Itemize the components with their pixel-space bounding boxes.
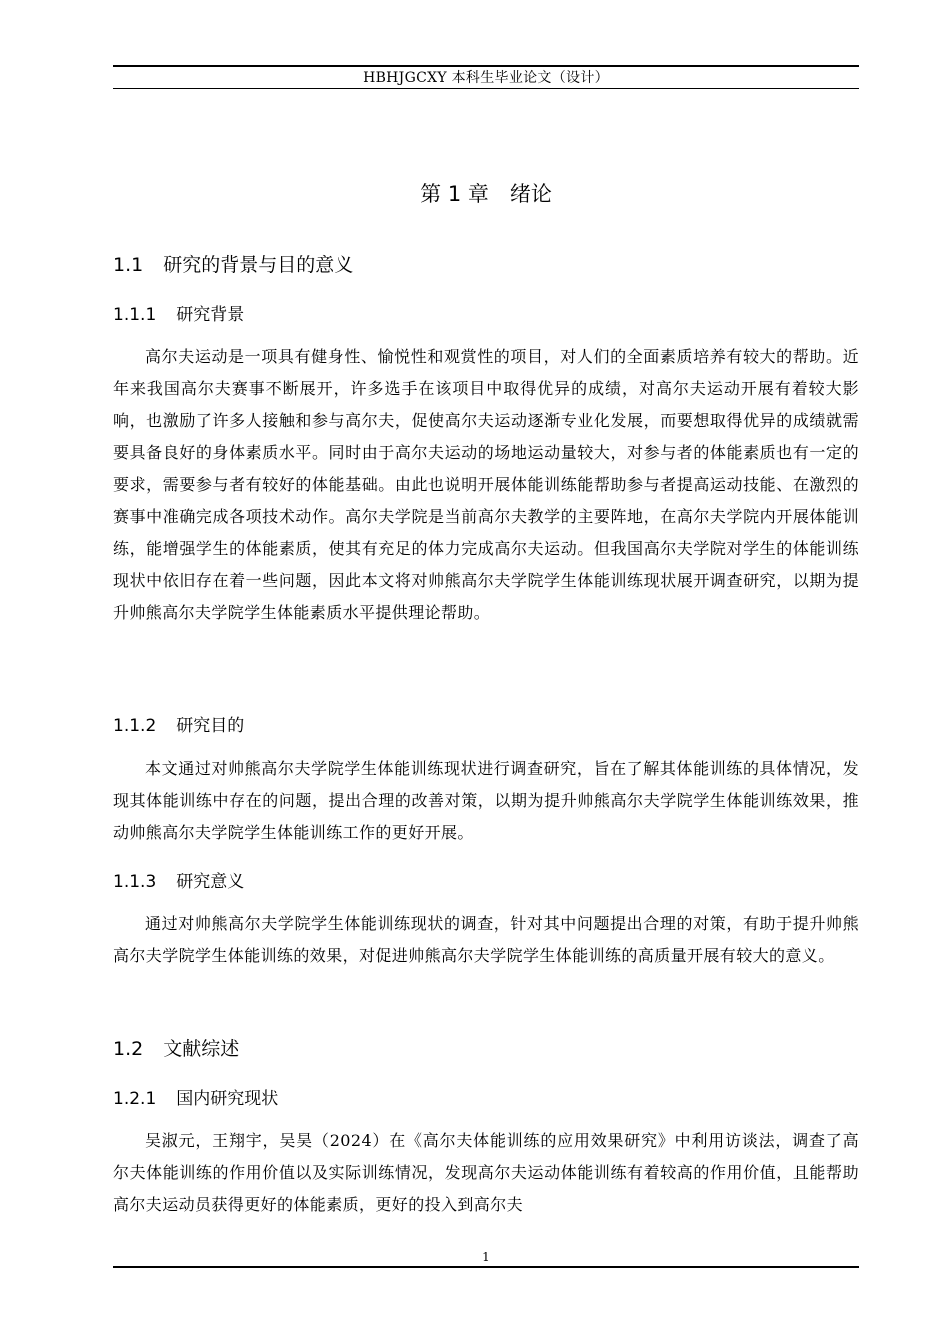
subsection-number: 1.1.1 bbox=[113, 305, 157, 325]
paragraph-background: 高尔夫运动是一项具有健身性、愉悦性和观赏性的项目，对人们的全面素质培养有较大的帮助。近年来我国高尔夫赛事不断展开，许多选手在该项目中取得优异的成绩，对高尔夫运动开展有着较大影响，也激励了许多人接触和参与高尔夫，促使高尔夫运动逐渐专业化发展，而要想取得优异的成绩就需要具备良好的身体素质水平。同时由于高尔夫运动的场地运动量较大，对参与者的体能素质也有一定的要求，需要参与者有较好的体能基础。由此也说明开展体能训练能帮助参与者提高运动技能、在激烈的赛事中准确完成各项技术动作。高尔夫学院是当前高尔夫教学的主要阵地，在高尔夫学院内开展体能训练，能增强学生的体能素质，使其有充足的体力完成高尔夫运动。但我国高尔夫学院对学生的体能训练现状中依旧存在着一些问题，因此本文将对帅熊高尔夫学院学生体能训练现状展开调查研究，以期为提升帅熊高尔夫学院学生体能素质水平提供理论帮助。 bbox=[113, 347, 859, 622]
subsection-heading bbox=[113, 714, 244, 738]
paragraph-significance: 通过对帅熊高尔夫学院学生体能训练现状的调查，针对其中问题提出合理的对策，有助于提升帅熊高尔夫学院学生体能训练的效果，对促进帅熊高尔夫学院学生体能训练的高质量开展有较大的意义。 bbox=[113, 914, 859, 965]
running-header: HBHJGCXY 本科生毕业论文（设计） bbox=[363, 70, 609, 86]
header-rule-top bbox=[113, 65, 859, 67]
section-title: 文献综述 bbox=[163, 1038, 240, 1060]
section-title: 研究的背景与目的意义 bbox=[163, 254, 354, 276]
subsection-heading bbox=[113, 870, 244, 894]
subsection-number: 1.1.3 bbox=[113, 872, 157, 892]
subsection-heading bbox=[113, 1087, 278, 1111]
header-rule-bottom bbox=[113, 88, 859, 89]
subsection-heading bbox=[113, 303, 244, 327]
paragraph-purpose: 本文通过对帅熊高尔夫学院学生体能训练现状进行调查研究，旨在了解其体能训练的具体情况，发现其体能训练中存在的问题，提出合理的改善对策，以期为提升帅熊高尔夫学院学生体能训练效果，推动帅熊高尔夫学院学生体能训练工作的更好开展。 bbox=[113, 759, 859, 842]
section-heading bbox=[113, 252, 353, 278]
subsection-number: 1.1.2 bbox=[113, 716, 157, 736]
section-number: 1.1 bbox=[113, 254, 144, 276]
chapter-title: 第 1 章 绪论 bbox=[420, 182, 552, 206]
subsection-title: 研究目的 bbox=[176, 716, 245, 736]
subsection-title: 国内研究现状 bbox=[176, 1089, 279, 1109]
page-number: 1 bbox=[482, 1250, 490, 1264]
subsection-title: 研究背景 bbox=[176, 305, 245, 325]
footer-rule bbox=[113, 1266, 859, 1268]
subsection-title: 研究意义 bbox=[176, 872, 245, 892]
section-heading bbox=[113, 1036, 239, 1062]
paragraph-domestic-research: 吴淑元，王翔宇，吴昊（2024）在《高尔夫体能训练的应用效果研究》中利用访谈法，调查了高尔夫体能训练的作用价值以及实际训练情况，发现高尔夫运动体能训练有着较高的作用价值，且能帮助高尔夫运动员获得更好的体能素质，更好的投入到高尔夫 bbox=[113, 1131, 859, 1214]
subsection-number: 1.2.1 bbox=[113, 1089, 157, 1109]
section-number: 1.2 bbox=[113, 1038, 144, 1060]
